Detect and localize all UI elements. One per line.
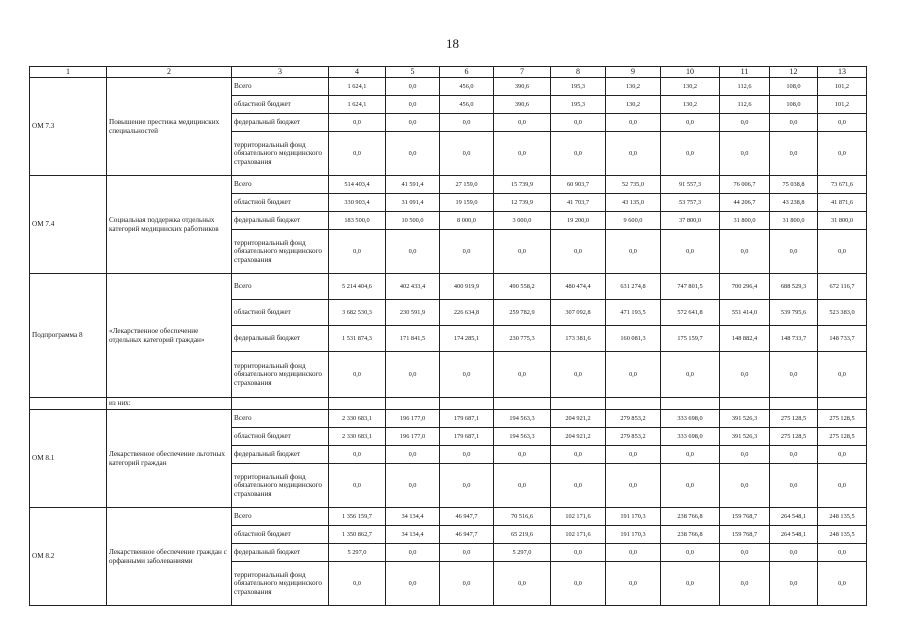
- amount-cell: 41 591,4: [386, 176, 440, 194]
- amount-cell: 195,3: [551, 96, 606, 114]
- amount-cell: 5 214 404,6: [329, 274, 386, 300]
- amount-cell: 0,0: [818, 352, 867, 398]
- amount-cell: 279 853,2: [606, 428, 661, 446]
- funding-source-label: Всего: [232, 274, 329, 300]
- table-row: [30, 78, 867, 96]
- amount-cell: 0,0: [386, 352, 440, 398]
- amount-cell: 0,0: [720, 446, 770, 464]
- program-name: Лекарственное обеспечение льготных категорий граждан: [107, 410, 232, 508]
- amount-cell: 480 474,4: [551, 274, 606, 300]
- program-code: ОМ 7.4: [30, 176, 107, 274]
- amount-cell: 0,0: [720, 114, 770, 132]
- amount-cell: 0,0: [386, 562, 440, 606]
- amount-cell: 5 297,0: [329, 544, 386, 562]
- amount-cell: 307 092,8: [551, 300, 606, 326]
- funding-source-label: областной бюджет: [232, 96, 329, 114]
- column-header: 5: [386, 67, 440, 78]
- amount-cell: 0,0: [440, 562, 494, 606]
- amount-cell: 60 903,7: [551, 176, 606, 194]
- amount-cell: 0,0: [440, 464, 494, 508]
- amount-cell: 264 548,1: [770, 526, 818, 544]
- amount-cell: 171 841,5: [386, 326, 440, 352]
- funding-source-label: федеральный бюджет: [232, 326, 329, 352]
- amount-cell: 46 947,7: [440, 508, 494, 526]
- amount-cell: 0,0: [770, 230, 818, 274]
- amount-cell: 0,0: [386, 446, 440, 464]
- amount-cell: 631 274,8: [606, 274, 661, 300]
- amount-cell: 0,0: [661, 446, 720, 464]
- amount-cell: 196 177,0: [386, 410, 440, 428]
- amount-cell: 130,2: [661, 78, 720, 96]
- amount-cell: 0,0: [770, 544, 818, 562]
- amount-cell: 0,0: [551, 464, 606, 508]
- amount-cell: 148 733,7: [818, 326, 867, 352]
- funding-source-label: территориальный фонд обязательного медицинского страхования: [232, 352, 329, 398]
- amount-cell: 747 801,5: [661, 274, 720, 300]
- amount-cell: 0,0: [606, 446, 661, 464]
- amount-cell: 179 687,1: [440, 410, 494, 428]
- amount-cell: 0,0: [770, 562, 818, 606]
- amount-cell: 402 433,4: [386, 274, 440, 300]
- amount-cell: 0,0: [770, 464, 818, 508]
- amount-cell: 31 800,0: [770, 212, 818, 230]
- amount-cell: 0,0: [551, 230, 606, 274]
- amount-cell: 539 795,6: [770, 300, 818, 326]
- funding-source-label: федеральный бюджет: [232, 446, 329, 464]
- amount-cell: 390,6: [494, 96, 551, 114]
- amount-cell: 0,0: [494, 114, 551, 132]
- amount-cell: 0,0: [386, 230, 440, 274]
- funding-source-label: территориальный фонд обязательного медицинского страхования: [232, 562, 329, 606]
- funding-source-label: территориальный фонд обязательного медицинского страхования: [232, 230, 329, 274]
- amount-cell: 3 000,0: [494, 212, 551, 230]
- amount-cell: 400 919,9: [440, 274, 494, 300]
- amount-cell: 0,0: [551, 446, 606, 464]
- amount-cell: 0,0: [329, 230, 386, 274]
- amount-cell: 19 200,0: [551, 212, 606, 230]
- amount-cell: 0,0: [329, 562, 386, 606]
- amount-cell: 230 591,9: [386, 300, 440, 326]
- amount-cell: 101,2: [818, 78, 867, 96]
- amount-cell: 15 739,9: [494, 176, 551, 194]
- amount-cell: 0,0: [720, 230, 770, 274]
- amount-cell: 0,0: [440, 230, 494, 274]
- amount-cell: 0,0: [329, 352, 386, 398]
- amount-cell: 194 563,3: [494, 428, 551, 446]
- amount-cell: 330 903,4: [329, 194, 386, 212]
- amount-cell: 148 882,4: [720, 326, 770, 352]
- amount-cell: 2 330 683,1: [329, 428, 386, 446]
- amount-cell: 43 135,0: [606, 194, 661, 212]
- amount-cell: 471 193,5: [606, 300, 661, 326]
- funding-source-label: федеральный бюджет: [232, 212, 329, 230]
- funding-source-label: территориальный фонд обязательного медицинского страхования: [232, 132, 329, 176]
- amount-cell: 0,0: [770, 132, 818, 176]
- amount-cell: 0,0: [494, 446, 551, 464]
- table-row: [30, 508, 867, 526]
- amount-cell: 572 641,8: [661, 300, 720, 326]
- amount-cell: 75 038,8: [770, 176, 818, 194]
- program-code: ОМ 7.3: [30, 78, 107, 176]
- amount-cell: 12 739,9: [494, 194, 551, 212]
- amount-cell: 275 128,5: [818, 410, 867, 428]
- amount-cell: 0,0: [661, 562, 720, 606]
- amount-cell: 0,0: [770, 352, 818, 398]
- amount-cell: 391 526,3: [720, 428, 770, 446]
- column-header: 7: [494, 67, 551, 78]
- amount-cell: 0,0: [818, 230, 867, 274]
- amount-cell: 0,0: [440, 352, 494, 398]
- amount-cell: 230 775,3: [494, 326, 551, 352]
- empty-cell: [494, 398, 551, 410]
- of-which-row: [30, 398, 867, 410]
- amount-cell: 0,0: [551, 544, 606, 562]
- amount-cell: 70 516,6: [494, 508, 551, 526]
- amount-cell: 159 768,7: [720, 526, 770, 544]
- amount-cell: 0,0: [386, 114, 440, 132]
- amount-cell: 0,0: [329, 464, 386, 508]
- amount-cell: 31 800,0: [818, 212, 867, 230]
- amount-cell: 91 557,3: [661, 176, 720, 194]
- funding-source-label: областной бюджет: [232, 194, 329, 212]
- amount-cell: 73 671,6: [818, 176, 867, 194]
- amount-cell: 0,0: [551, 562, 606, 606]
- amount-cell: 0,0: [494, 132, 551, 176]
- amount-cell: 34 134,4: [386, 526, 440, 544]
- amount-cell: 238 766,8: [661, 508, 720, 526]
- amount-cell: 179 687,1: [440, 428, 494, 446]
- funding-source-label: федеральный бюджет: [232, 114, 329, 132]
- program-name: Лекарственное обеспечение граждан с орфанными заболеваниями: [107, 508, 232, 606]
- amount-cell: 0,0: [440, 446, 494, 464]
- amount-cell: 27 159,0: [440, 176, 494, 194]
- amount-cell: 0,0: [386, 78, 440, 96]
- amount-cell: 0,0: [720, 132, 770, 176]
- amount-cell: 76 006,7: [720, 176, 770, 194]
- empty-cell: [770, 398, 818, 410]
- amount-cell: 0,0: [329, 446, 386, 464]
- amount-cell: 41 871,6: [818, 194, 867, 212]
- amount-cell: 0,0: [818, 544, 867, 562]
- amount-cell: 112,6: [720, 96, 770, 114]
- amount-cell: 391 526,3: [720, 410, 770, 428]
- amount-cell: 0,0: [661, 544, 720, 562]
- amount-cell: 174 285,1: [440, 326, 494, 352]
- amount-cell: 0,0: [386, 132, 440, 176]
- amount-cell: 196 177,0: [386, 428, 440, 446]
- empty-cell: [661, 398, 720, 410]
- table-row: [30, 274, 867, 300]
- table-row: [30, 410, 867, 428]
- amount-cell: 0,0: [818, 446, 867, 464]
- amount-cell: 264 548,1: [770, 508, 818, 526]
- empty-cell: [232, 398, 329, 410]
- amount-cell: 183 500,0: [329, 212, 386, 230]
- amount-cell: 34 134,4: [386, 508, 440, 526]
- amount-cell: 0,0: [818, 464, 867, 508]
- amount-cell: 1 624,1: [329, 96, 386, 114]
- column-header: 8: [551, 67, 606, 78]
- amount-cell: 52 735,0: [606, 176, 661, 194]
- amount-cell: 204 921,2: [551, 410, 606, 428]
- amount-cell: 0,0: [440, 544, 494, 562]
- amount-cell: 0,0: [440, 132, 494, 176]
- amount-cell: 37 800,0: [661, 212, 720, 230]
- amount-cell: 0,0: [661, 114, 720, 132]
- amount-cell: 175 159,7: [661, 326, 720, 352]
- amount-cell: 10 500,0: [386, 212, 440, 230]
- amount-cell: 159 768,7: [720, 508, 770, 526]
- amount-cell: 490 558,2: [494, 274, 551, 300]
- amount-cell: 0,0: [551, 352, 606, 398]
- amount-cell: 191 170,3: [606, 508, 661, 526]
- table-body: [30, 78, 867, 606]
- column-header: 4: [329, 67, 386, 78]
- amount-cell: 0,0: [329, 132, 386, 176]
- program-name: Повышение престижа медицинских специальностей: [107, 78, 232, 176]
- amount-cell: 0,0: [551, 132, 606, 176]
- amount-cell: 191 170,3: [606, 526, 661, 544]
- amount-cell: 0,0: [720, 544, 770, 562]
- amount-cell: 0,0: [494, 464, 551, 508]
- funding-source-label: территориальный фонд обязательного медицинского страхования: [232, 464, 329, 508]
- amount-cell: 0,0: [818, 114, 867, 132]
- amount-cell: 41 703,7: [551, 194, 606, 212]
- program-name: Социальная поддержка отдельных категорий медицинских работников: [107, 176, 232, 274]
- amount-cell: 101,2: [818, 96, 867, 114]
- amount-cell: 279 853,2: [606, 410, 661, 428]
- column-header: 13: [818, 67, 867, 78]
- amount-cell: 8 000,0: [440, 212, 494, 230]
- amount-cell: 523 383,0: [818, 300, 867, 326]
- amount-cell: 19 159,0: [440, 194, 494, 212]
- program-code: Подпрограмма 8: [30, 274, 107, 398]
- amount-cell: 130,2: [606, 96, 661, 114]
- amount-cell: 0,0: [440, 114, 494, 132]
- amount-cell: 275 128,5: [770, 428, 818, 446]
- amount-cell: 9 600,0: [606, 212, 661, 230]
- amount-cell: 0,0: [606, 352, 661, 398]
- amount-cell: 1 350 862,7: [329, 526, 386, 544]
- funding-source-label: областной бюджет: [232, 526, 329, 544]
- funding-source-label: областной бюджет: [232, 428, 329, 446]
- program-name: «Лекарственное обеспечение отдельных категорий граждан»: [107, 274, 232, 398]
- amount-cell: 2 330 683,1: [329, 410, 386, 428]
- amount-cell: 0,0: [720, 562, 770, 606]
- amount-cell: 5 297,0: [494, 544, 551, 562]
- amount-cell: 0,0: [720, 352, 770, 398]
- amount-cell: 0,0: [494, 230, 551, 274]
- funding-source-label: Всего: [232, 508, 329, 526]
- amount-cell: 3 682 530,3: [329, 300, 386, 326]
- amount-cell: 148 733,7: [770, 326, 818, 352]
- amount-cell: 275 128,5: [770, 410, 818, 428]
- amount-cell: 130,2: [661, 96, 720, 114]
- amount-cell: 0,0: [551, 114, 606, 132]
- amount-cell: 0,0: [494, 562, 551, 606]
- amount-cell: 108,0: [770, 78, 818, 96]
- amount-cell: 514 403,4: [329, 176, 386, 194]
- column-header: 6: [440, 67, 494, 78]
- amount-cell: 1 531 874,3: [329, 326, 386, 352]
- amount-cell: 0,0: [386, 544, 440, 562]
- empty-cell: [720, 398, 770, 410]
- amount-cell: 672 116,7: [818, 274, 867, 300]
- amount-cell: 44 206,7: [720, 194, 770, 212]
- amount-cell: 0,0: [329, 114, 386, 132]
- header-row: [30, 67, 867, 78]
- amount-cell: 0,0: [386, 96, 440, 114]
- column-header: 12: [770, 67, 818, 78]
- amount-cell: 248 135,5: [818, 508, 867, 526]
- empty-cell: [440, 398, 494, 410]
- of-which-label: из них:: [107, 398, 232, 410]
- amount-cell: 0,0: [661, 230, 720, 274]
- table-row: [30, 176, 867, 194]
- amount-cell: 688 529,3: [770, 274, 818, 300]
- column-header: 10: [661, 67, 720, 78]
- amount-cell: 0,0: [720, 464, 770, 508]
- column-header: 1: [30, 67, 107, 78]
- amount-cell: 238 766,8: [661, 526, 720, 544]
- amount-cell: 226 634,8: [440, 300, 494, 326]
- empty-cell: [329, 398, 386, 410]
- amount-cell: 46 947,7: [440, 526, 494, 544]
- amount-cell: 0,0: [494, 352, 551, 398]
- funding-source-label: Всего: [232, 410, 329, 428]
- amount-cell: 65 219,6: [494, 526, 551, 544]
- amount-cell: 130,2: [606, 78, 661, 96]
- amount-cell: 1 356 159,7: [329, 508, 386, 526]
- funding-source-label: областной бюджет: [232, 300, 329, 326]
- amount-cell: 173 381,6: [551, 326, 606, 352]
- empty-cell: [30, 398, 107, 410]
- amount-cell: 31 091,4: [386, 194, 440, 212]
- amount-cell: 333 698,0: [661, 428, 720, 446]
- amount-cell: 1 624,1: [329, 78, 386, 96]
- amount-cell: 551 414,0: [720, 300, 770, 326]
- amount-cell: 456,0: [440, 78, 494, 96]
- amount-cell: 31 800,0: [720, 212, 770, 230]
- amount-cell: 0,0: [661, 352, 720, 398]
- amount-cell: 0,0: [606, 114, 661, 132]
- empty-cell: [386, 398, 440, 410]
- amount-cell: 0,0: [606, 464, 661, 508]
- amount-cell: 0,0: [661, 132, 720, 176]
- amount-cell: 0,0: [661, 464, 720, 508]
- program-code: ОМ 8.1: [30, 410, 107, 508]
- amount-cell: 0,0: [770, 446, 818, 464]
- funding-source-label: Всего: [232, 78, 329, 96]
- amount-cell: 204 921,2: [551, 428, 606, 446]
- funding-source-label: федеральный бюджет: [232, 544, 329, 562]
- column-header: 9: [606, 67, 661, 78]
- amount-cell: 0,0: [606, 562, 661, 606]
- amount-cell: 108,0: [770, 96, 818, 114]
- amount-cell: 112,6: [720, 78, 770, 96]
- amount-cell: 700 296,4: [720, 274, 770, 300]
- program-code: ОМ 8.2: [30, 508, 107, 606]
- amount-cell: 194 563,3: [494, 410, 551, 428]
- amount-cell: 0,0: [606, 132, 661, 176]
- funding-source-label: Всего: [232, 176, 329, 194]
- amount-cell: 53 757,3: [661, 194, 720, 212]
- amount-cell: 43 238,8: [770, 194, 818, 212]
- amount-cell: 0,0: [770, 114, 818, 132]
- amount-cell: 0,0: [606, 544, 661, 562]
- amount-cell: 248 135,5: [818, 526, 867, 544]
- amount-cell: 0,0: [818, 132, 867, 176]
- column-header: 11: [720, 67, 770, 78]
- amount-cell: 275 128,5: [818, 428, 867, 446]
- column-header: 3: [232, 67, 329, 78]
- amount-cell: 102 171,6: [551, 526, 606, 544]
- amount-cell: 456,0: [440, 96, 494, 114]
- amount-cell: 160 081,3: [606, 326, 661, 352]
- empty-cell: [818, 398, 867, 410]
- amount-cell: 102 171,6: [551, 508, 606, 526]
- empty-cell: [551, 398, 606, 410]
- amount-cell: 0,0: [606, 230, 661, 274]
- amount-cell: 259 782,9: [494, 300, 551, 326]
- budget-table: [29, 66, 867, 606]
- amount-cell: 0,0: [386, 464, 440, 508]
- amount-cell: 390,6: [494, 78, 551, 96]
- page-number: 18: [446, 36, 459, 51]
- amount-cell: 195,3: [551, 78, 606, 96]
- amount-cell: 0,0: [818, 562, 867, 606]
- column-header: 2: [107, 67, 232, 78]
- empty-cell: [606, 398, 661, 410]
- amount-cell: 333 698,0: [661, 410, 720, 428]
